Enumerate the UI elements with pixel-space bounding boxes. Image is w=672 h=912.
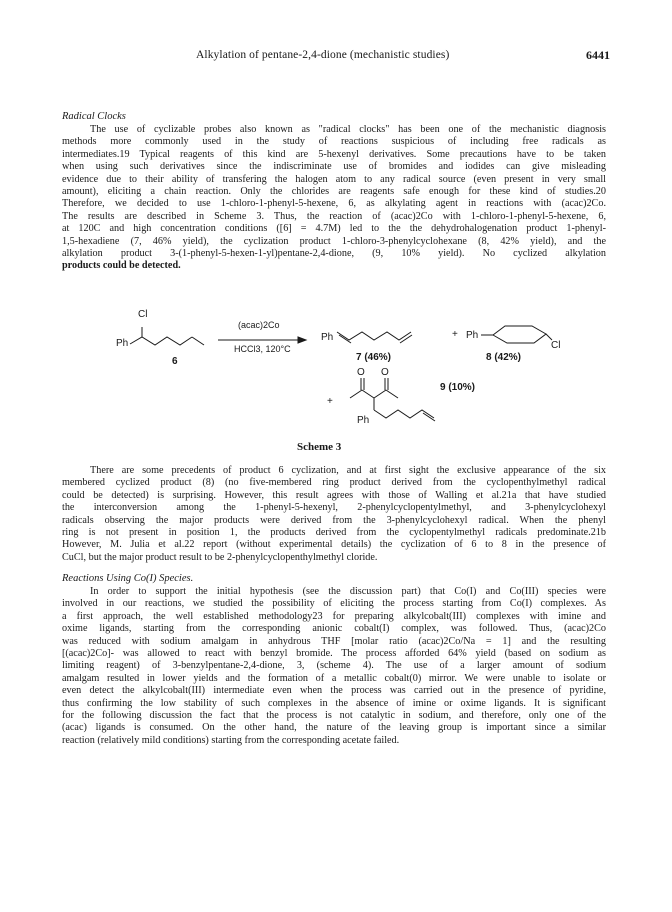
page-number: 6441 [586, 48, 610, 62]
text-line: a first approach, the well established methodology23 for preparing alkylcobalt(III) complexes with imine and [62, 610, 606, 622]
text-line: methods more commonly used in the study of reactions suspicious of including free radicals as [62, 136, 606, 148]
p9-oxygen-label: O [357, 367, 365, 378]
p9-phenyl-label: Ph [357, 415, 370, 426]
text-line: thus confirming the low stability of such complexes in the absence of imine or oxime ligands. It is significant [62, 697, 606, 709]
text-line: was reduced with sodium amalgam in anhydrous THF [molar ratio (acac)2Co/Na = 1] and the resulting [62, 635, 606, 647]
paragraph-cyclization-discussion [62, 465, 606, 564]
text-line: even detect the alkylcobalt(III) intermediate even when the process was carried out in the presence of pyridine, [62, 685, 606, 697]
sm-chain [130, 337, 192, 345]
text-line: ring is not present in position 1, the products derived from the cyclopentylmethyl radicals predominate.21b [62, 527, 606, 539]
text-line: when using such derivatives since the indiscriminate use of bromides and iodides can give misleading [62, 161, 606, 173]
product-8-label: 8 (42%) [486, 352, 522, 363]
text-line: alkylation product 3-(1-phenyl-5-hexen-1-yl)pentane-2,4-dione, (9, 10% yield). No cyclized alkylation [62, 248, 606, 260]
text-line: However, M. Julia et al.22 report (without experimental details) the cyclization of 6 to 8 in the presence of [62, 539, 606, 551]
scheme-caption: Scheme 3 [297, 441, 342, 453]
text-line: amount), eliciting a chain reaction. Only the chlorides are reagents safe enough for these kind of studies.20 [62, 186, 606, 198]
text-line: CuCl, but the major product result to be 2-phenylcyclopenthylmethyl cloride. [62, 551, 378, 563]
text-line: radicals observing the major products were derived from the 3-phenylcyclohexyl radical. When the phenyl [62, 514, 606, 526]
section-heading-radical-clocks: Radical Clocks [62, 111, 126, 122]
conditions-label: HCCl3, 120°C [234, 344, 291, 354]
text-line: involved in our reactions, we studied the possibility of eliciting the process starting from Co(I) complexes. As [62, 598, 606, 610]
section-heading-co-i: Reactions Using Co(I) Species. [62, 573, 194, 584]
text-line: The results are described in Scheme 3. Thus, the reaction of (acac)2Co with 1-chloro-1-phenyl-5-hexene, 6, [62, 210, 606, 222]
scheme-3-reaction [100, 309, 570, 437]
paragraph-radical-clocks [62, 124, 606, 273]
text-line: In order to support the initial hypothesis (see the discussion part) that Co(I) and Co(III) species were [90, 586, 606, 597]
paragraph-co-i-species [62, 586, 606, 747]
text-line: products could be detected. [62, 260, 181, 272]
text-line: Therefore, we decided to use 1-chloro-1-phenyl-5-hexene, 6, as alkylating agent in reactions with (acac)2Co. [62, 198, 606, 210]
plus-sign: + [327, 396, 333, 407]
text-line: membered cyclized product (8) (no five-membered ring product derived from the cyclopenthylmethyl radical [62, 477, 606, 489]
running-header: Alkylation of pentane-2,4-dione (mechanistic studies) [196, 49, 450, 61]
reagent-label: (acac)2Co [238, 320, 280, 330]
text-line: The use of cyclizable probes also known as "radical clocks" has been one of the mechanistic diagnosis [90, 124, 606, 135]
product-9-label: 9 (10%) [440, 382, 476, 393]
text-line: (acac) ligands is consumed. On the other hand, the nature of the leaving group is important since a similar [62, 722, 606, 734]
p9-oxygen-label: O [381, 367, 389, 378]
text-line: 1,5-hexadiene (7, 46% yield), the cyclization product 1-chloro-3-phenylcyclohexane (8, 42% yield), and the [62, 235, 606, 247]
text-line: evidence due to their ability of transfering the halogen atom to any radical source (even present in very small [62, 173, 606, 185]
text-line: [(acac)2Co]- was allowed to react with benzyl bromide. The process afforded 64% yield (based on sodium as [62, 648, 606, 660]
text-line: intermediates.19 Typical reagents of this kind are 5-hexenyl derivatives. Some precautions have to be taken [62, 148, 606, 160]
p7-phenyl-label: Ph [321, 332, 334, 343]
compound-6-label: 6 [172, 356, 178, 367]
sm-chloro-label: Cl [138, 309, 148, 320]
sm-phenyl-label: Ph [116, 338, 129, 349]
text-line: reaction (relatively mild conditions) starting from the corresponding acetate failed. [62, 734, 400, 746]
text-line: for the following discussion the fact that the process is not catalytic in sodium, and therefore, only one of the [62, 710, 606, 722]
p8-phenyl-label: Ph [466, 330, 479, 341]
text-line: at 120C and high concentration conditions ([6] = 4.7M) led to the the dehydrohalogenation product 1-phenyl- [62, 223, 606, 235]
reaction-arrow-head [298, 337, 306, 343]
text-line: could be detected) is surprising. However, this result agrees with those of Walling et al.21a that have studied [62, 489, 606, 501]
text-line: limiting reagent) of 3-benzylpentane-2,4-dione, 3, (scheme 4). The use of a larger amount of sodium [62, 660, 606, 672]
text-line: amalgam resulted in lower yields and the formation of a metallic cobalt(0) mirror. We were unable to isolate or [62, 672, 606, 684]
scheme-bonds-drawing [100, 312, 570, 437]
product-7-label: 7 (46%) [356, 352, 392, 363]
text-line: oxime ligands, starting from the corresponding anionic cobalt(I) complex, was followed. Thus, (acac)2Co [62, 623, 606, 635]
plus-sign: + [452, 329, 458, 340]
p8-chloro-label: Cl [551, 340, 561, 351]
text-line: the interconversion among the 1-phenyl-5-hexenyl, 2-phenylcyclopentylmethyl, and 3-phenylcyclohexyl [62, 502, 606, 514]
text-line: There are some precedents of product 6 cyclization, and at first sight the exclusive appearance of the six [90, 465, 606, 476]
